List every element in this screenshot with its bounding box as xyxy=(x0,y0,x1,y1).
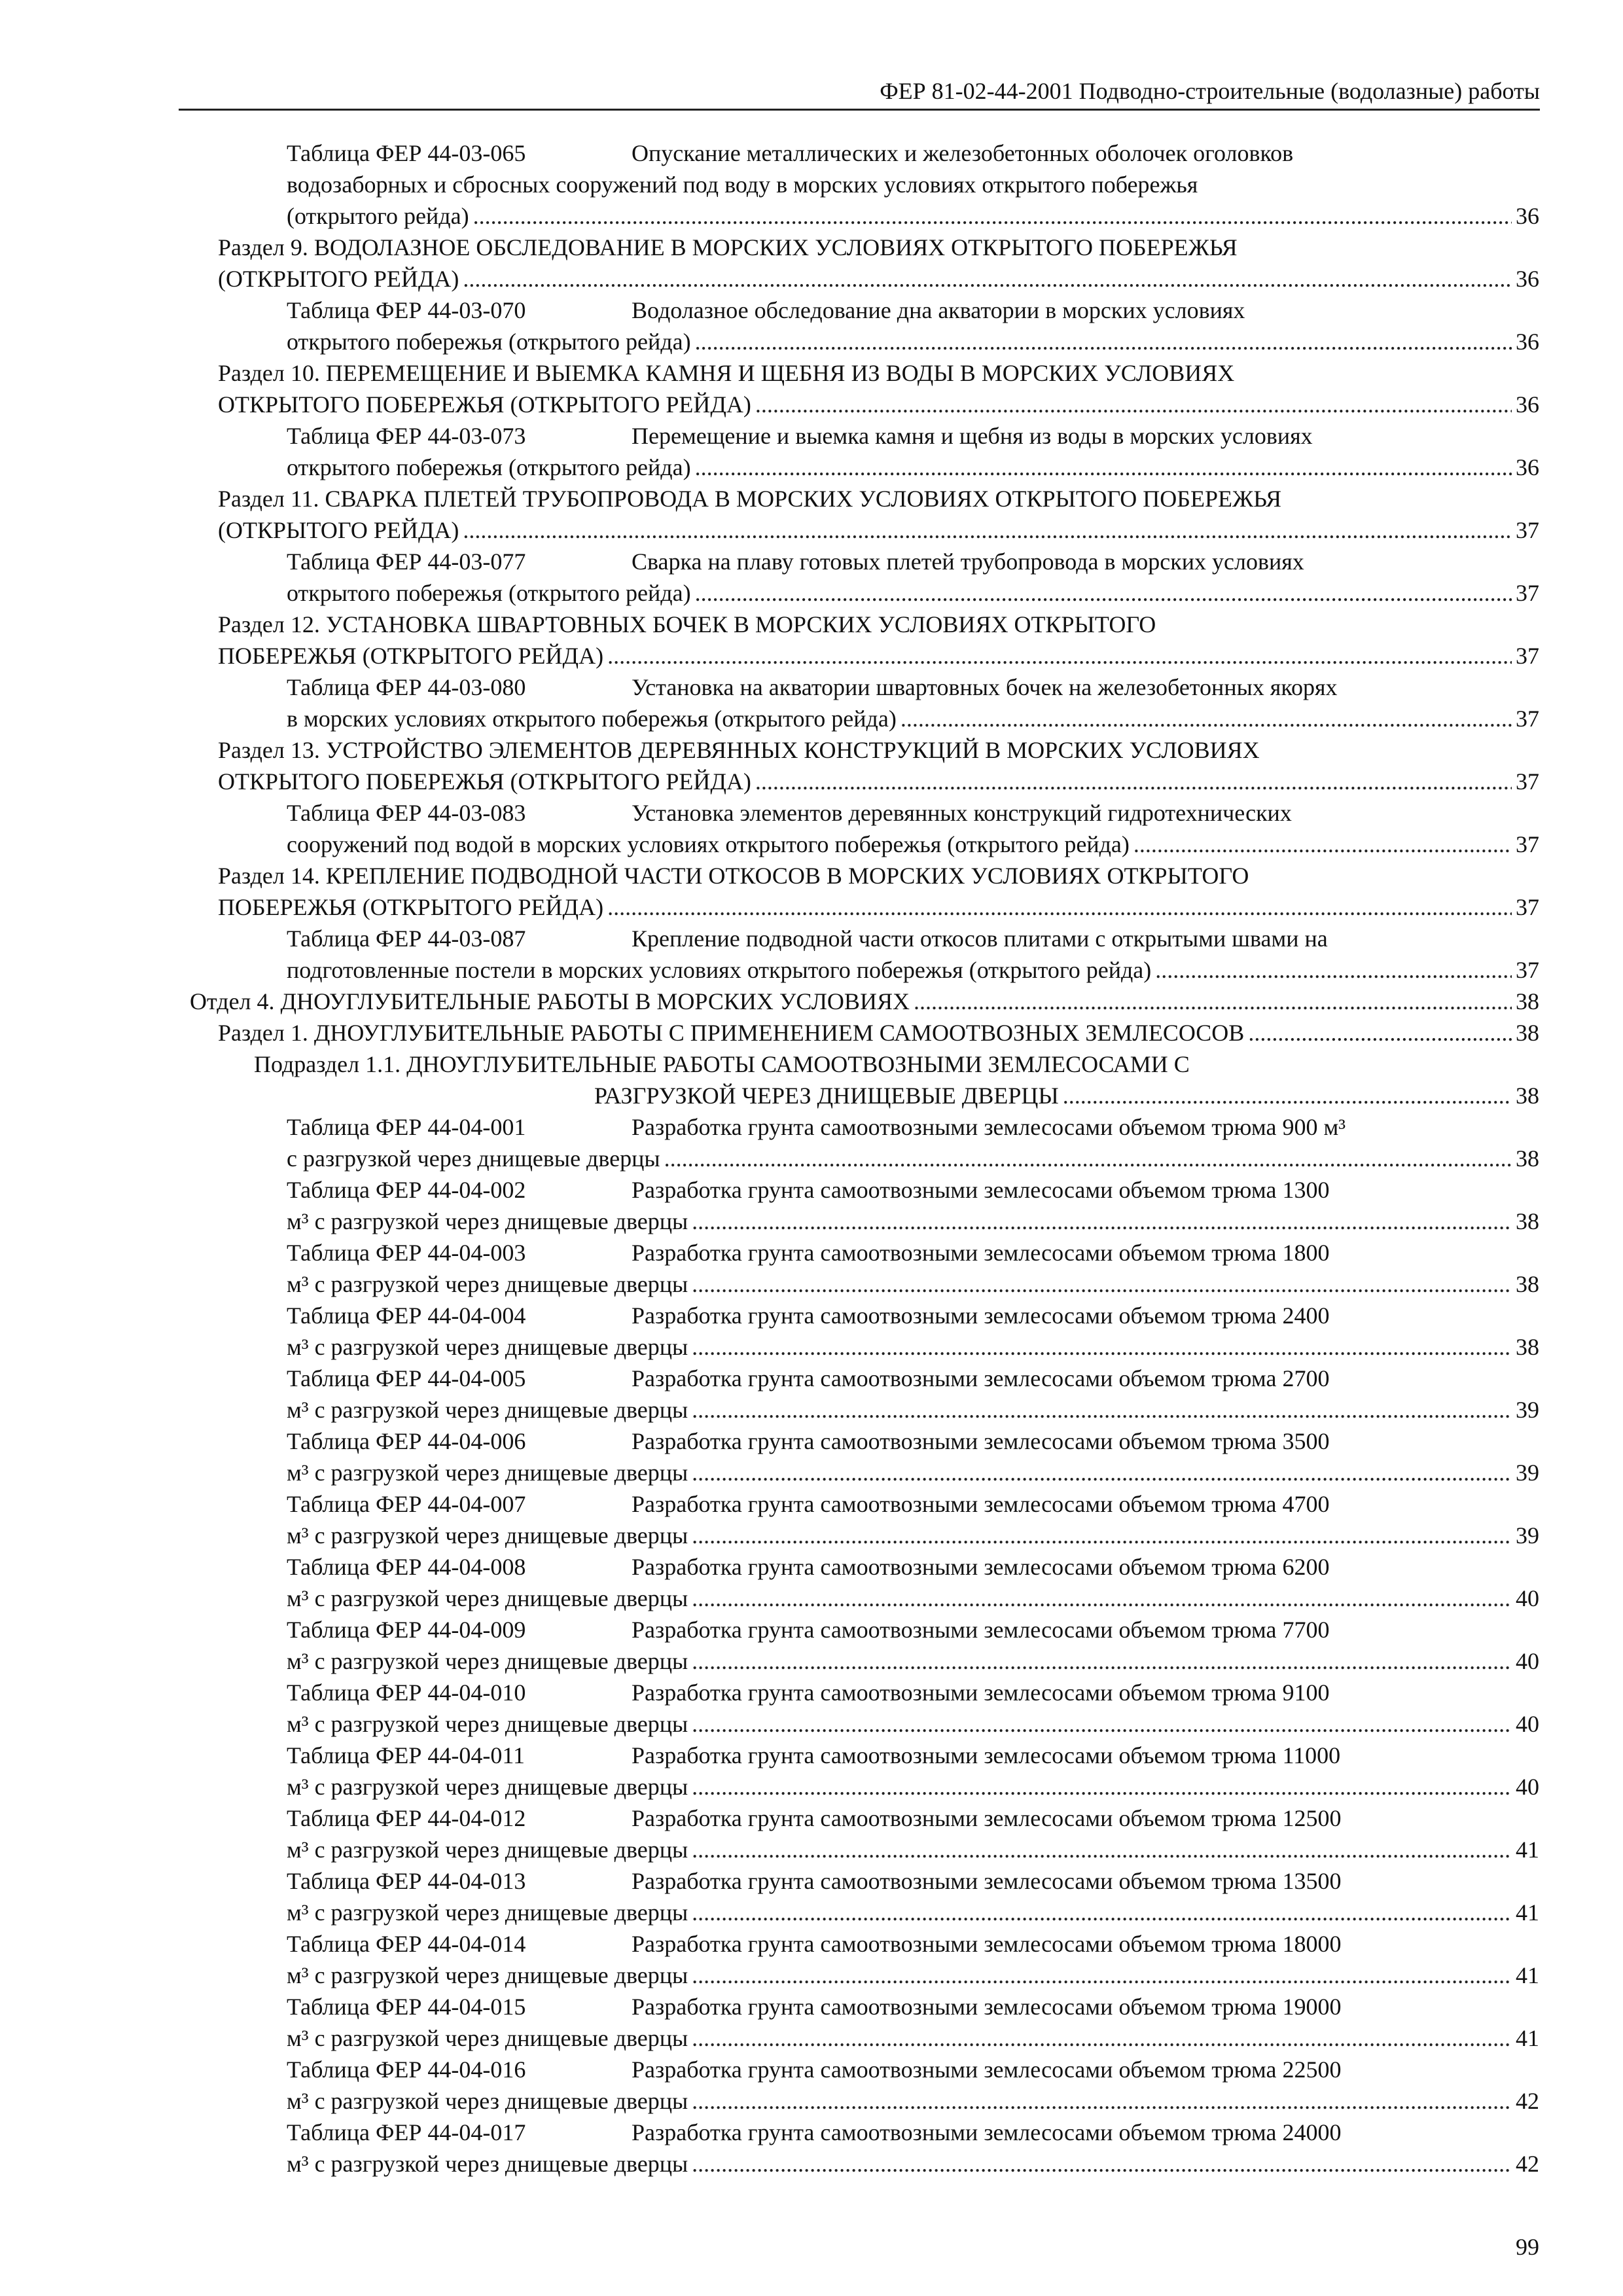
table-code: Таблица ФЕР 44-04-012 xyxy=(287,1805,526,1831)
toc-line xyxy=(0,420,1623,452)
toc-line xyxy=(0,1740,1623,1771)
table-description: Перемещение и выемка камня и щебня из воды в морских условиях xyxy=(632,423,1313,449)
toc-page-ref: 38 xyxy=(1516,1334,1539,1360)
table-code: Таблица ФЕР 44-03-065 xyxy=(287,140,526,166)
toc-page-ref: 38 xyxy=(1516,1083,1539,1109)
toc-line xyxy=(0,2117,1623,2148)
toc-line xyxy=(0,2148,1623,2179)
toc-line xyxy=(0,1426,1623,1457)
toc-page-ref: 37 xyxy=(1516,894,1539,920)
table-code: Таблица ФЕР 44-04-015 xyxy=(287,1994,526,2020)
table-description: м³ с разгрузкой через днищевые дверцы xyxy=(287,1460,688,1486)
toc-line xyxy=(0,1834,1623,1865)
toc-line xyxy=(0,200,1623,232)
section-title: Раздел 11. СВАРКА ПЛЕТЕЙ ТРУБОПРОВОДА В МОРСКИХ УСЛОВИЯХ ОТКРЫТОГО ПОБЕРЕЖЬЯ xyxy=(218,486,1281,512)
table-code: Таблица ФЕР 44-04-001 xyxy=(287,1114,526,1140)
table-description: Разработка грунта самоотвозными землесосами объемом трюма 7700 xyxy=(632,1617,1330,1643)
table-description: водозаборных и сбросных сооружений под воду в морских условиях открытого побережья xyxy=(287,171,1198,198)
toc-page-ref: 37 xyxy=(1516,957,1539,983)
page-number: 99 xyxy=(1516,2234,1539,2260)
section-title: ПОБЕРЕЖЬЯ (ОТКРЫТОГО РЕЙДА) xyxy=(218,643,604,669)
toc-line xyxy=(0,1488,1623,1520)
table-code: Таблица ФЕР 44-04-010 xyxy=(287,1679,526,1706)
toc-line xyxy=(0,640,1623,672)
table-code: Таблица ФЕР 44-03-087 xyxy=(287,925,526,952)
toc-page-ref: 38 xyxy=(1516,1208,1539,1234)
toc-page-ref: 41 xyxy=(1516,2025,1539,2051)
toc-page-ref: 41 xyxy=(1516,1837,1539,1863)
table-description: м³ с разгрузкой через днищевые дверцы xyxy=(287,1271,688,1297)
header-title: ФЕР 81-02-44-2001 Подводно-строительные (водолазные) работы xyxy=(880,78,1540,104)
toc-line xyxy=(0,1049,1623,1080)
toc-page-ref: 40 xyxy=(1516,1648,1539,1674)
toc-line xyxy=(0,1268,1623,1300)
toc-line xyxy=(0,1331,1623,1363)
toc-line xyxy=(0,1394,1623,1426)
toc-line xyxy=(0,1677,1623,1708)
toc-page-ref: 40 xyxy=(1516,1774,1539,1800)
toc-page-ref: 37 xyxy=(1516,831,1539,857)
table-description: Разработка грунта самоотвозными землесосами объемом трюма 900 м³ xyxy=(632,1114,1346,1140)
toc-line xyxy=(0,766,1623,797)
toc-line xyxy=(0,1991,1623,2022)
table-code: Таблица ФЕР 44-04-013 xyxy=(287,1868,526,1894)
toc-line xyxy=(0,860,1623,891)
table-description: открытого побережья (открытого рейда) xyxy=(287,580,691,606)
toc-line xyxy=(0,577,1623,609)
section-title: Раздел 12. УСТАНОВКА ШВАРТОВНЫХ БОЧЕК В МОРСКИХ УСЛОВИЯХ ОТКРЫТОГО xyxy=(218,611,1156,637)
table-description: Разработка грунта самоотвозными землесосами объемом трюма 12500 xyxy=(632,1805,1342,1831)
toc-page-ref: 36 xyxy=(1516,266,1539,292)
table-description: м³ с разгрузкой через днищевые дверцы xyxy=(287,1837,688,1863)
toc-line xyxy=(0,1363,1623,1394)
table-code: Таблица ФЕР 44-04-009 xyxy=(287,1617,526,1643)
toc-line xyxy=(0,954,1623,986)
toc-line xyxy=(0,263,1623,295)
toc-line xyxy=(0,609,1623,640)
toc-line xyxy=(0,2085,1623,2117)
toc-line xyxy=(0,1865,1623,1897)
table-description: м³ с разгрузкой через днищевые дверцы xyxy=(287,2025,688,2051)
table-description: Разработка грунта самоотвозными землесосами объемом трюма 24000 xyxy=(632,2119,1342,2145)
toc-page-ref: 38 xyxy=(1516,1271,1539,1297)
table-description: Установка элементов деревянных конструкций гидротехнических xyxy=(632,800,1292,826)
toc-line xyxy=(0,546,1623,577)
table-code: Таблица ФЕР 44-03-083 xyxy=(287,800,526,826)
table-description: Разработка грунта самоотвозными землесосами объемом трюма 9100 xyxy=(632,1679,1330,1706)
table-description: м³ с разгрузкой через днищевые дверцы xyxy=(287,1522,688,1549)
table-description: м³ с разгрузкой через днищевые дверцы xyxy=(287,1962,688,1988)
toc-page-ref: 37 xyxy=(1516,643,1539,669)
toc-line xyxy=(0,232,1623,263)
section-title: ОТКРЫТОГО ПОБЕРЕЖЬЯ (ОТКРЫТОГО РЕЙДА) xyxy=(218,391,751,418)
section-title: (ОТКРЫТОГО РЕЙДА) xyxy=(218,517,459,543)
toc-page-ref: 40 xyxy=(1516,1711,1539,1737)
table-description: Крепление подводной части откосов плитами с открытыми швами на xyxy=(632,925,1328,952)
toc-line xyxy=(0,1080,1623,1111)
table-description: м³ с разгрузкой через днищевые дверцы xyxy=(287,1334,688,1360)
toc-line xyxy=(0,1520,1623,1551)
toc-line xyxy=(0,923,1623,954)
table-description: м³ с разгрузкой через днищевые дверцы xyxy=(287,1648,688,1674)
toc-page-ref: 39 xyxy=(1516,1460,1539,1486)
toc-page-ref: 38 xyxy=(1516,1145,1539,1172)
table-description: Разработка грунта самоотвозными землесосами объемом трюма 2700 xyxy=(632,1365,1330,1391)
toc-page-ref: 36 xyxy=(1516,329,1539,355)
toc-page-ref: 36 xyxy=(1516,391,1539,418)
table-description: Разработка грунта самоотвозными землесосами объемом трюма 11000 xyxy=(632,1742,1341,1768)
toc-line xyxy=(0,1928,1623,1960)
table-code: Таблица ФЕР 44-03-073 xyxy=(287,423,526,449)
table-of-contents xyxy=(0,137,1623,2179)
table-code: Таблица ФЕР 44-04-008 xyxy=(287,1554,526,1580)
section-title: Раздел 9. ВОДОЛАЗНОЕ ОБСЛЕДОВАНИЕ В МОРСКИХ УСЛОВИЯХ ОТКРЫТОГО ПОБЕРЕЖЬЯ xyxy=(218,234,1238,260)
toc-line xyxy=(0,1803,1623,1834)
toc-page-ref: 36 xyxy=(1516,203,1539,229)
toc-line xyxy=(0,2054,1623,2085)
table-description: Разработка грунта самоотвозными землесосами объемом трюма 18000 xyxy=(632,1931,1342,1957)
toc-line xyxy=(0,2022,1623,2054)
toc-line xyxy=(0,1143,1623,1174)
table-description: Разработка грунта самоотвозными землесосами объемом трюма 6200 xyxy=(632,1554,1330,1580)
toc-line xyxy=(0,326,1623,357)
section-title: Раздел 13. УСТРОЙСТВО ЭЛЕМЕНТОВ ДЕРЕВЯННЫХ КОНСТРУКЦИЙ В МОРСКИХ УСЛОВИЯХ xyxy=(218,737,1260,763)
running-header xyxy=(179,77,1540,111)
toc-line xyxy=(0,169,1623,200)
toc-line xyxy=(0,1708,1623,1740)
toc-page-ref: 41 xyxy=(1516,1962,1539,1988)
table-description: Разработка грунта самоотвозными землесосами объемом трюма 22500 xyxy=(632,2056,1342,2083)
table-code: Таблица ФЕР 44-03-070 xyxy=(287,297,526,323)
toc-line xyxy=(0,1111,1623,1143)
toc-line xyxy=(0,1017,1623,1049)
table-description: м³ с разгрузкой через днищевые дверцы xyxy=(287,1899,688,1926)
toc-page-ref: 36 xyxy=(1516,454,1539,480)
table-code: Таблица ФЕР 44-04-005 xyxy=(287,1365,526,1391)
section-title: ПОБЕРЕЖЬЯ (ОТКРЫТОГО РЕЙДА) xyxy=(218,894,604,920)
toc-page-ref: 39 xyxy=(1516,1397,1539,1423)
table-code: Таблица ФЕР 44-04-002 xyxy=(287,1177,526,1203)
table-description: Разработка грунта самоотвозными землесосами объемом трюма 2400 xyxy=(632,1302,1330,1329)
toc-line xyxy=(0,1960,1623,1991)
toc-line xyxy=(0,357,1623,389)
toc-line xyxy=(0,829,1623,860)
toc-page-ref: 38 xyxy=(1516,1020,1539,1046)
toc-page-ref: 42 xyxy=(1516,2151,1539,2177)
table-code: Таблица ФЕР 44-04-014 xyxy=(287,1931,526,1957)
section-title: (ОТКРЫТОГО РЕЙДА) xyxy=(218,266,459,292)
toc-line xyxy=(0,452,1623,483)
toc-page-ref: 41 xyxy=(1516,1899,1539,1926)
table-description: Водолазное обследование дна акватории в морских условиях xyxy=(632,297,1245,323)
toc-page-ref: 42 xyxy=(1516,2088,1539,2114)
table-description: Разработка грунта самоотвозными землесосами объемом трюма 4700 xyxy=(632,1491,1330,1517)
table-code: Таблица ФЕР 44-04-007 xyxy=(287,1491,526,1517)
table-code: Таблица ФЕР 44-04-006 xyxy=(287,1428,526,1454)
dept-title: Отдел 4. ДНОУГЛУБИТЕЛЬНЫЕ РАБОТЫ В МОРСКИХ УСЛОВИЯХ xyxy=(190,988,910,1014)
section-title: Раздел 1. ДНОУГЛУБИТЕЛЬНЫЕ РАБОТЫ С ПРИМЕНЕНИЕМ САМООТВОЗНЫХ ЗЕМЛЕСОСОВ xyxy=(218,1020,1245,1046)
table-code: Таблица ФЕР 44-04-016 xyxy=(287,2056,526,2083)
toc-line xyxy=(0,483,1623,514)
toc-page-ref: 37 xyxy=(1516,580,1539,606)
table-description: открытого побережья (открытого рейда) xyxy=(287,329,691,355)
section-title: ОТКРЫТОГО ПОБЕРЕЖЬЯ (ОТКРЫТОГО РЕЙДА) xyxy=(218,768,751,795)
table-description: Разработка грунта самоотвозными землесосами объемом трюма 13500 xyxy=(632,1868,1342,1894)
toc-page-ref: 37 xyxy=(1516,706,1539,732)
table-code: Таблица ФЕР 44-04-011 xyxy=(287,1742,526,1768)
toc-line xyxy=(0,1174,1623,1206)
subsection-title: Подраздел 1.1. ДНОУГЛУБИТЕЛЬНЫЕ РАБОТЫ САМООТВОЗНЫМИ ЗЕМЛЕСОСАМИ С xyxy=(254,1051,1190,1077)
table-description: в морских условиях открытого побережья (открытого рейда) xyxy=(287,706,897,732)
table-description: (открытого рейда) xyxy=(287,203,469,229)
toc-line xyxy=(0,1206,1623,1237)
table-description: Разработка грунта самоотвозными землесосами объемом трюма 19000 xyxy=(632,1994,1342,2020)
table-description: м³ с разгрузкой через днищевые дверцы xyxy=(287,1711,688,1737)
toc-line xyxy=(0,1771,1623,1803)
table-description: подготовленные постели в морских условиях открытого побережья (открытого рейда) xyxy=(287,957,1152,983)
table-description: с разгрузкой через днищевые дверцы xyxy=(287,1145,660,1172)
toc-page-ref: 40 xyxy=(1516,1585,1539,1611)
table-description: сооружений под водой в морских условиях открытого побережья (открытого рейда) xyxy=(287,831,1130,857)
toc-line xyxy=(0,1614,1623,1645)
table-description: Разработка грунта самоотвозными землесосами объемом трюма 1800 xyxy=(632,1240,1330,1266)
table-code: Таблица ФЕР 44-04-003 xyxy=(287,1240,526,1266)
toc-line xyxy=(0,1457,1623,1488)
table-description: Разработка грунта самоотвозными землесосами объемом трюма 3500 xyxy=(632,1428,1330,1454)
toc-line xyxy=(0,1897,1623,1928)
toc-line xyxy=(0,137,1623,169)
table-description: Опускание металлических и железобетонных оболочек оголовков xyxy=(632,140,1294,166)
toc-page-ref: 39 xyxy=(1516,1522,1539,1549)
table-description: м³ с разгрузкой через днищевые дверцы xyxy=(287,1774,688,1800)
table-code: Таблица ФЕР 44-04-004 xyxy=(287,1302,526,1329)
table-description: открытого побережья (открытого рейда) xyxy=(287,454,691,480)
toc-line xyxy=(0,1583,1623,1614)
toc-line xyxy=(0,389,1623,420)
toc-line xyxy=(0,1237,1623,1268)
section-title: Раздел 10. ПЕРЕМЕЩЕНИЕ И ВЫЕМКА КАМНЯ И ЩЕБНЯ ИЗ ВОДЫ В МОРСКИХ УСЛОВИЯХ xyxy=(218,360,1235,386)
table-description: Разработка грунта самоотвозными землесосами объемом трюма 1300 xyxy=(632,1177,1330,1203)
toc-line xyxy=(0,1551,1623,1583)
table-description: Установка на акватории швартовных бочек на железобетонных якорях xyxy=(632,674,1338,700)
toc-line xyxy=(0,703,1623,734)
toc-page-ref: 37 xyxy=(1516,517,1539,543)
toc-line xyxy=(0,1300,1623,1331)
toc-line xyxy=(0,891,1623,923)
subsection-title: РАЗГРУЗКОЙ ЧЕРЕЗ ДНИЩЕВЫЕ ДВЕРЦЫ xyxy=(594,1083,1059,1109)
toc-line xyxy=(0,295,1623,326)
table-description: Сварка на плаву готовых плетей трубопровода в морских условиях xyxy=(632,548,1304,575)
table-description: м³ с разгрузкой через днищевые дверцы xyxy=(287,2088,688,2114)
toc-line xyxy=(0,514,1623,546)
table-description: м³ с разгрузкой через днищевые дверцы xyxy=(287,1397,688,1423)
toc-line xyxy=(0,1645,1623,1677)
toc-line xyxy=(0,797,1623,829)
toc-page-ref: 38 xyxy=(1516,988,1539,1014)
toc-line xyxy=(0,734,1623,766)
toc-line xyxy=(0,672,1623,703)
toc-page-ref: 37 xyxy=(1516,768,1539,795)
section-title: Раздел 14. КРЕПЛЕНИЕ ПОДВОДНОЙ ЧАСТИ ОТКОСОВ В МОРСКИХ УСЛОВИЯХ ОТКРЫТОГО xyxy=(218,863,1249,889)
table-description: м³ с разгрузкой через днищевые дверцы xyxy=(287,2151,688,2177)
table-code: Таблица ФЕР 44-04-017 xyxy=(287,2119,526,2145)
table-code: Таблица ФЕР 44-03-080 xyxy=(287,674,526,700)
table-code: Таблица ФЕР 44-03-077 xyxy=(287,548,526,575)
toc-line xyxy=(0,986,1623,1017)
table-description: м³ с разгрузкой через днищевые дверцы xyxy=(287,1585,688,1611)
table-description: м³ с разгрузкой через днищевые дверцы xyxy=(287,1208,688,1234)
